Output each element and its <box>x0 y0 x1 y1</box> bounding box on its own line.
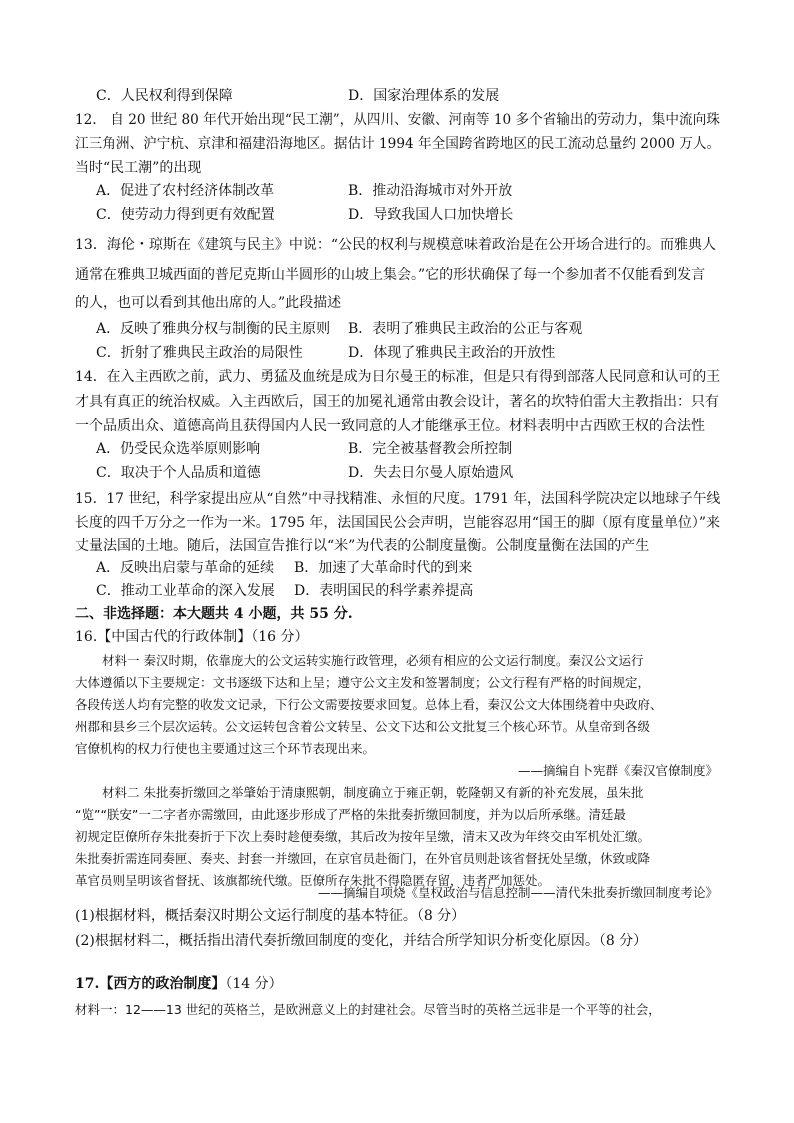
q12-stem-line-3: 当时“民工潮”的出现 <box>75 160 202 176</box>
q12-option-d: D．导致我国人口加快增长 <box>348 207 514 223</box>
q12-stem-line-2: 江三角洲、沪宁杭、京津和福建沿海地区。据估计 1994 年全国跨省跨地区的民工流动总量约 2000 万人。 <box>75 136 721 152</box>
q17-score: （14 分） <box>225 976 283 992</box>
q15-option-a: A．反映出启蒙与革命的延续 <box>96 560 275 576</box>
q13-option-d: D．体现了雅典民主政治的开放性 <box>348 345 556 361</box>
q14-stem-line-1: 14．在入主西欧之前，武力、勇猛及血统是成为日尔曼王的标准，但是只有得到部落人民同意和认可的王 <box>75 369 721 385</box>
section-2-heading: 二、非选择题：本大题共 4 小题，共 55 分. <box>75 606 353 622</box>
q14-stem-line-2: 才具有真正的统治权威。入主西欧后，国王的加冕礼通常由教会设计，著名的坎特伯雷大主教指出：只有 <box>75 394 719 410</box>
q12-option-b: B．推动沿海城市对外开放 <box>348 183 513 199</box>
q16-material-2-line-4: 朱批奏折需连同奏匣、奏夹、封套一并缴回，在京官员赴衙门，在外官员则赴该省督抚处呈缴，休致或降 <box>75 851 651 866</box>
q15-option-b: B．加速了大革命时代的到来 <box>294 560 473 576</box>
q16-subquestion-2: (2)根据材料二，概括指出清代奏折缴回制度的变化，并结合所学知识分析变化原因。（8 分） <box>75 933 648 949</box>
q14-option-a: A．仍受民众选举原则影响 <box>96 441 261 457</box>
q12-stem-line-1: 12． 自 20 世纪 80 年代开始出现“民工潮”，从四川、安徽、河南等 10 多个省输出的劳动力，集中流向珠 <box>75 112 720 128</box>
q16-material-2-source: ——摘编自项烧《皇权政治与信息控制——清代朱批奏折缴回制度考论》 <box>317 885 718 900</box>
q16-material-2-line-3: 初规定臣僚所存朱批奏折于下次上奏时趁便奏缴，其后改为按年呈缴，清末又改为年终交由军机处汇缴。 <box>75 829 651 844</box>
q16-material-1-line-3: 各段传送人均有完整的收发文记录，下行公文需要按要求回复。总体上看，秦汉公文大体围绕着中央政府、 <box>75 697 663 712</box>
q16-material-1-source: ——摘编自卜宪群《秦汉官僚制度》 <box>517 763 718 778</box>
q16-material-1-line-4: 州郡和县乡三个层次运转。公文运转包含着公文转呈、公文下达和公文批复三个核心环节。从皇帝到各级 <box>75 719 651 734</box>
q11-option-c: C．人民权利得到保障 <box>96 88 233 104</box>
q13-stem-line-2: 通常在雅典卫城西面的普尼克斯山半圆形的山坡上集会。”它的形状确保了每一个参加者不仅能看到发言 <box>75 267 706 283</box>
q16-title: 16.【中国古代的行政体制】（16 分） <box>75 629 309 645</box>
q16-material-1-line-5: 官僚机构的权力行使也主要通过这三个环节表现出来。 <box>75 741 376 756</box>
q15-stem-line-1: 15．17 世纪，科学家提出应从“自然”中寻找精准、永恒的尺度。1791 年，法国科学院决定以地球子午线 <box>75 491 721 507</box>
q12-option-c: C．使劳动力得到更有效配置 <box>96 207 275 223</box>
q13-stem-line-1: 13．海伦・琼斯在《建筑与民主》中说：“公民的权利与规模意味着政治是在公开场合进行的。而雅典人 <box>75 237 716 253</box>
q16-material-1-line-1: 材料一 秦汉时期，依靠庞大的公文运转实施行政管理，必须有相应的公文运行制度。秦汉公文运行 <box>102 653 644 668</box>
q15-option-d: D．表明国民的科学素养提高 <box>294 583 474 599</box>
q14-option-b: B．完全被基督教会所控制 <box>348 441 513 457</box>
q11-option-d: D．国家治理体系的发展 <box>348 88 500 104</box>
q17-title <box>75 974 283 994</box>
q16-subquestion-1: (1)根据材料，概括秦汉时期公文运行制度的基本特征。（8 分） <box>75 908 466 924</box>
q14-option-c: C．取决于个人品质和道德 <box>96 465 261 481</box>
q13-stem-line-3: 的人，也可以看到其他出席的人。”此段描述 <box>75 295 342 311</box>
q15-stem-line-3: 丈量法国的土地。随后，法国宣告推行以“米”为代表的公制度量衡。公制度量衡在法国的产生 <box>75 538 650 554</box>
q13-option-c: C．折射了雅典民主政治的局限性 <box>96 345 303 361</box>
q14-stem-line-3: 一个品质出众、道德高尚且获得国内人民一致同意的人才能继承王位。材料表明中古西欧王权的合法性 <box>75 418 705 434</box>
q16-material-2-line-2: “览”“朕安”一二字者亦需缴回，由此逐步形成了严格的朱批奏折缴回制度，并为以后所承继。清廷最 <box>75 807 626 822</box>
q15-option-c: C．推动工业革命的深入发展 <box>96 583 275 599</box>
q15-stem-line-2: 长度的四千万分之一作为一米。1795 年，法国国民公会声明，岂能容忍用“国王的脚（原有度量单位）”来 <box>75 515 720 531</box>
q12-option-a: A．促进了农村经济体制改革 <box>96 183 275 199</box>
q16-material-2-line-5: 革官员则呈明该省督抚、该旗都统代缴。臣僚所存朱批不得隐匿存留，违者严加惩处。 <box>75 873 551 888</box>
q17-material-1-line-1: 材料一：12——13 世纪的英格兰，是欧洲意义上的封建社会。尽管当时的英格兰远非是一个平等的社会， <box>75 1002 661 1017</box>
q14-option-d: D．失去日尔曼人原始遗风 <box>348 465 514 481</box>
q13-option-b: B．表明了雅典民主政治的公正与客观 <box>348 321 583 337</box>
q16-material-1-line-2: 大体遵循以下主要规定：文书逐级下达和上呈；遵守公文主发和签署制度；公文行程有严格的时间规定， <box>75 675 651 690</box>
q17-title-text: 17.【西方的政治制度】 <box>75 976 226 992</box>
q16-material-2-line-1: 材料二 朱批奏折缴回之举肇始于清康熙朝，制度确立于雍正朝，乾隆朝又有新的补充发展，虽朱批 <box>102 785 644 800</box>
q13-option-a: A．反映了雅典分权与制衡的民主原则 <box>96 321 331 337</box>
